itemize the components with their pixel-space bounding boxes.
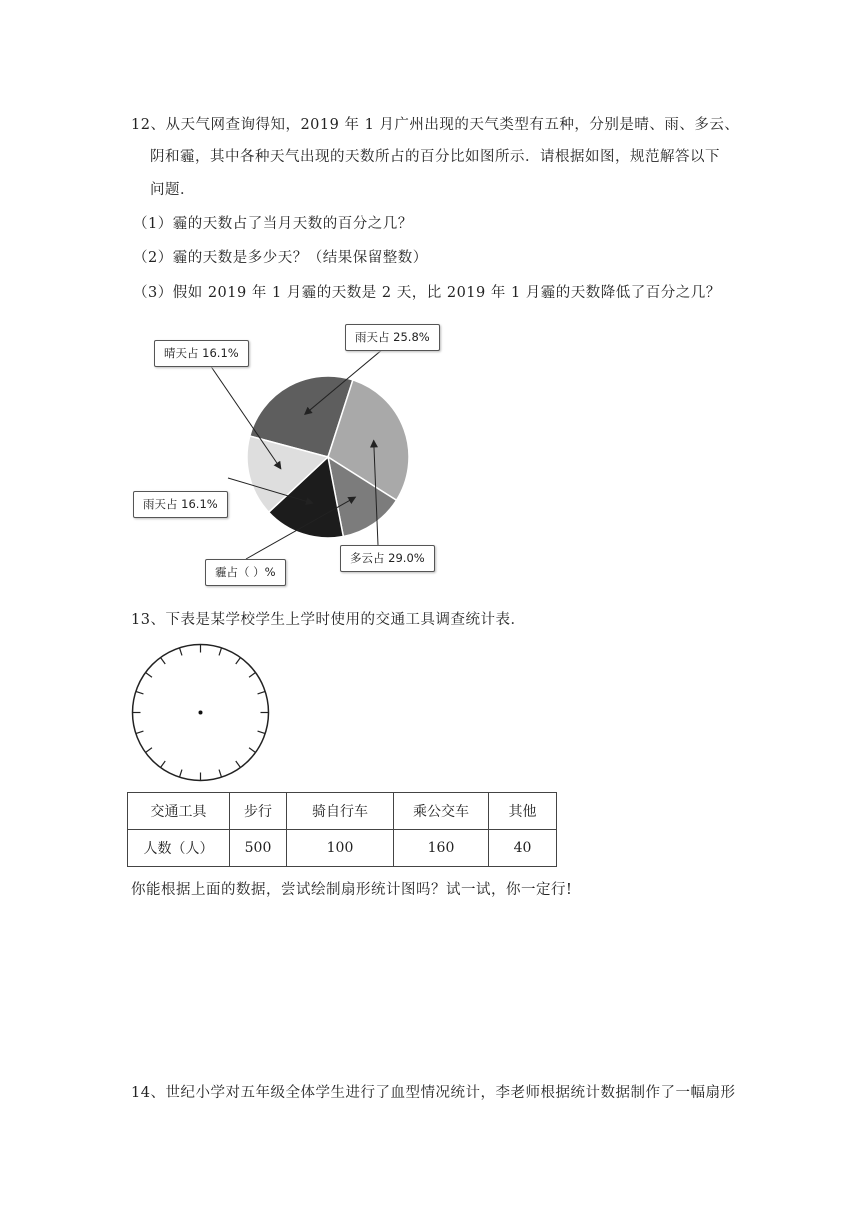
table-cell: 500 [230,830,287,867]
callout-sunny: 晴天占 16.1% [154,340,249,367]
circle-tick-mark [219,770,221,778]
q12-sub-1: （1）霾的天数占了当月天数的百分之几？ [133,216,413,232]
q12-line-2: 阴和霾，其中各种天气出现的天数所占的百分比如图所示．请根据如图，规范解答以下 [150,149,720,165]
circle-tick-mark [179,648,181,656]
circle-tick-mark [136,731,144,733]
table-header-cell: 乘公交车 [394,793,489,830]
q12-line-1: 12、从天气网查询得知，2019 年 1 月广州出现的天气类型有五种，分别是晴、雨、多云、 [131,117,740,133]
table-header-cell: 其他 [489,793,557,830]
callout-haze: 霾占（ ）% [205,559,286,586]
transport-table [127,792,557,867]
circle-tick-mark [249,748,255,753]
table-header-cell: 骑自行车 [287,793,394,830]
table-header-cell: 步行 [230,793,287,830]
circle-tick-mark [136,691,144,693]
table-cell: 40 [489,830,557,867]
table-row [128,830,557,867]
callout-cloudy: 多云占 29.0% [340,545,435,572]
circle-tick-mark [179,770,181,778]
circle-tick-mark [219,648,221,656]
circle-tick-mark [236,657,241,663]
circle-tick-mark [236,761,241,767]
q12-line-3: 问题． [150,182,195,198]
circle-tick-mark [249,673,255,678]
circle-tick-mark [161,657,166,663]
table-header-cell: 交通工具 [128,793,230,830]
callout-rain-16: 雨天占 16.1% [133,491,228,518]
q12-sub-2: （2）霾的天数是多少天？（结果保留整数） [133,250,428,266]
circle-tick-mark [145,673,151,678]
callout-rain-25: 雨天占 25.8% [345,324,440,351]
table-cell: 160 [394,830,489,867]
circle-tick-mark [145,748,151,753]
blank-circle-with-ticks [128,640,273,785]
q14-line-1: 14、世纪小学对五年级全体学生进行了血型情况统计，李老师根据统计数据制作了一幅扇形 [131,1085,736,1101]
circle-center-dot [199,711,203,715]
q13-prompt: 你能根据上面的数据，尝试绘制扇形统计图吗？试一试，你一定行! [131,882,573,898]
circle-tick-mark [258,731,266,733]
q13-intro: 13、下表是某学校学生上学时使用的交通工具调查统计表． [131,612,526,628]
q12-sub-3: （3）假如 2019 年 1 月霾的天数是 2 天，比 2019 年 1 月霾的天数降低了百分之几？ [133,285,721,301]
table-cell: 100 [287,830,394,867]
circle-tick-mark [161,761,166,767]
table-cell: 人数（人） [128,830,230,867]
table-row [128,793,557,830]
circle-tick-mark [258,691,266,693]
